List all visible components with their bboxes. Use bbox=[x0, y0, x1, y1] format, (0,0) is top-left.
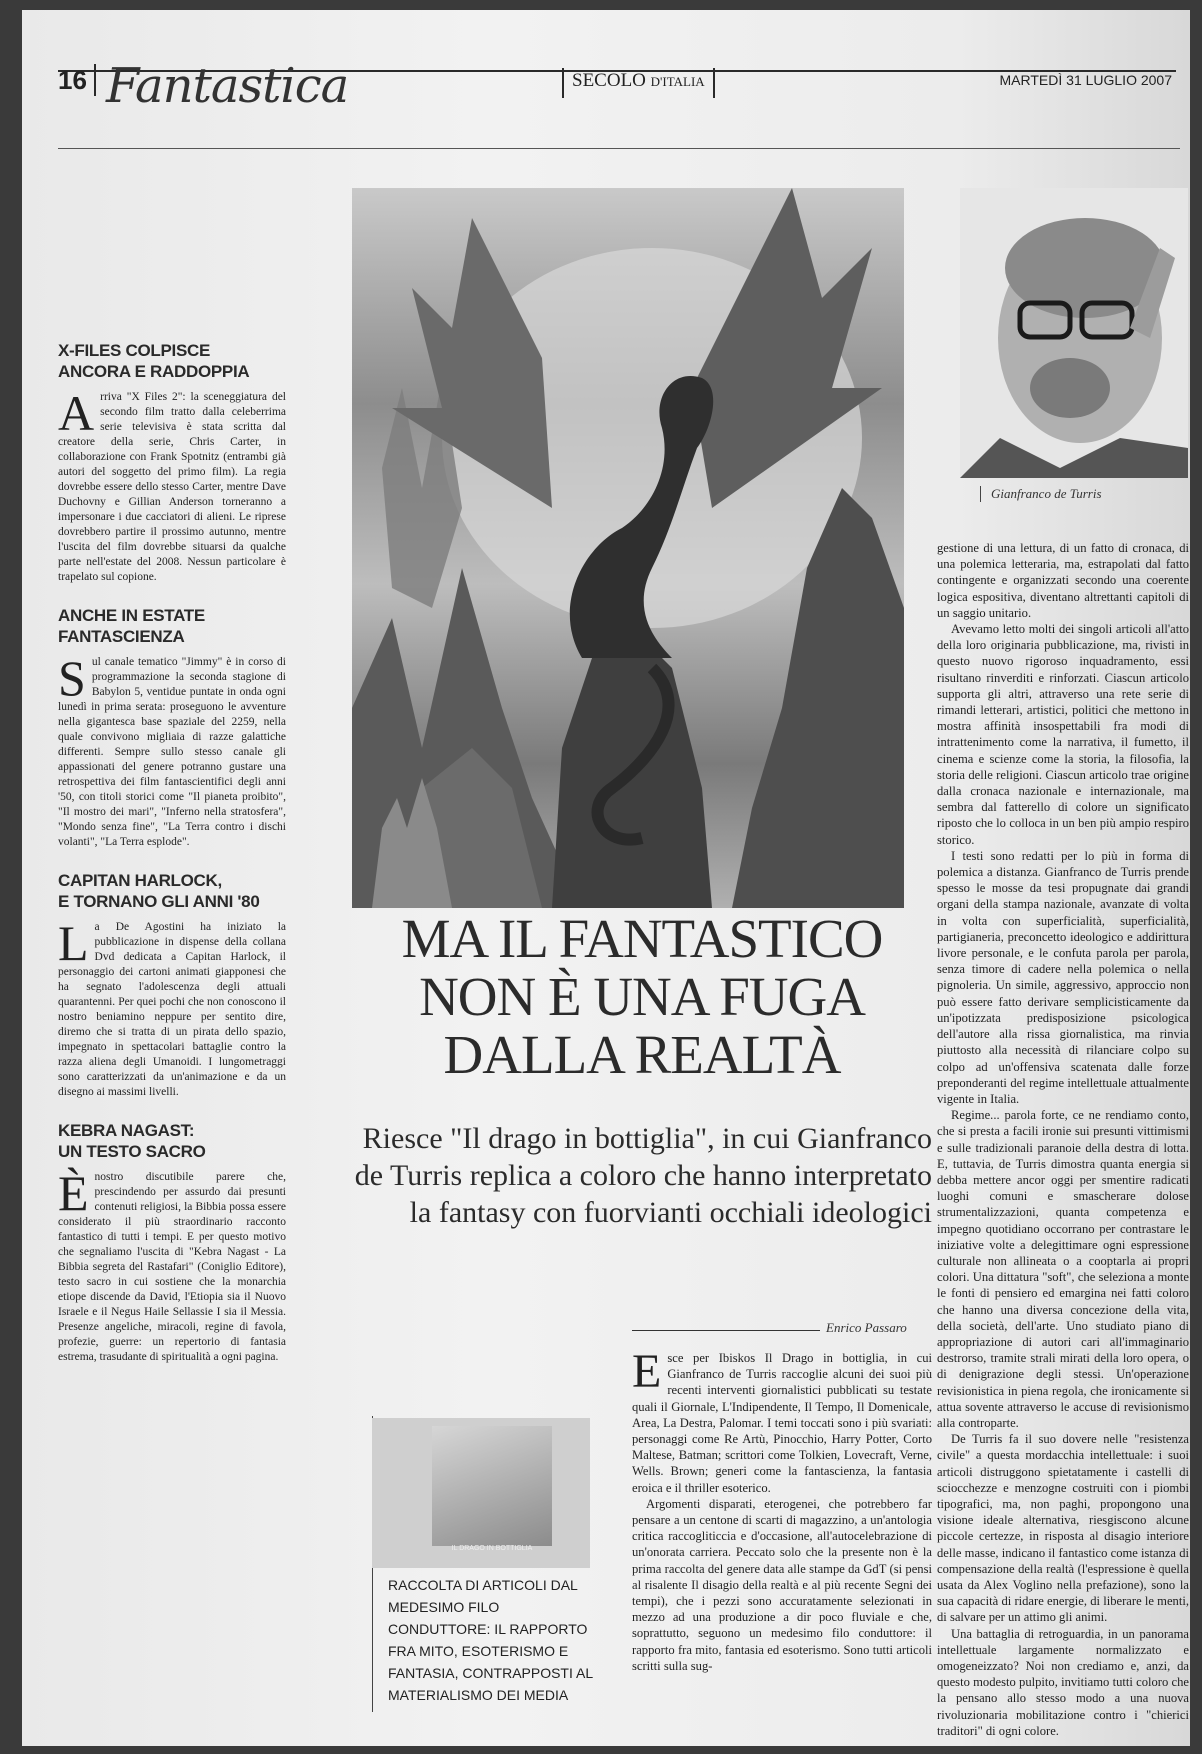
article-paragraph bbox=[632, 1345, 932, 1496]
brief-title-line: X-FILES COLPISCE bbox=[58, 341, 210, 360]
brief-title-line: UN TESTO SACRO bbox=[58, 1142, 206, 1161]
newspaper-masthead bbox=[562, 68, 715, 98]
article-paragraph: Una battaglia di retroguardia, in un panorama intellettuale largamente normalizzato e omogeneizzato? Noi non crediamo e, anzi, da questo modesto pulpito, invitiamo tutti coloro che la pensano allo stesso modo a una nuova rivoluzionaria mobilitazione contro i "chierici traditori" di ogni colore. bbox=[937, 1626, 1189, 1738]
brief-title bbox=[58, 605, 286, 647]
book-cover-box bbox=[372, 1418, 590, 1568]
section-title: Fantastica bbox=[106, 58, 349, 114]
brief-title bbox=[58, 340, 286, 382]
brief-body: nostro discutibile parere che, prescindendo per assurdo dai presunti contenuti religiosi, la Bibbia possa essere considerato il più straordinario racconto fantastico di tutti i tempi. E per questo motivo che segnaliamo l'uscita di "Kebra Nagast - La Bibbia segreta del Rastafari" (Coniglio Editore), testo sacro in cui sostiene che la monarchia etiope discende da David, l'Etiopia sia il Nuovo Israele e il Negus Haile Sellassie I sia il Messia. Presenze angeliche, miracoli, regine di favola, profezie, guerre: un repertorio di fantasia estrema, trasudante di spiritualità a ogni pagina. bbox=[58, 1171, 286, 1363]
brief-text bbox=[58, 1165, 286, 1365]
photo-caption: Gianfranco de Turris bbox=[980, 486, 1102, 502]
article-paragraph: De Turris fa il suo dovere nelle "resistenza civile" a questa mordacchia intellettuale: i suoi articoli distruggono spietatamente i castelli di sciocchezze e menzogne costruiti con i piombi tipografici, ma, non paghi, propongono una visione ideale alternativa, riesgiscono alcune piccole certezze, in risposta al disagio interiore delle masse, indicano il fantastico come istanza di compensazione della realtà (l'espressione è quella usata da Alex Voglino nella prefazione), sono la sua capacità di ridare energie, di liberare le menti, di salvare per un attimo gli animi. bbox=[937, 1432, 1189, 1625]
article-column-right bbox=[937, 540, 1189, 1739]
brief-title-line: FANTASCIENZA bbox=[58, 627, 185, 646]
author-photo bbox=[960, 188, 1188, 478]
brief-kebra-nagast bbox=[58, 1120, 286, 1365]
dragon-illustration bbox=[352, 188, 904, 908]
article-paragraph: I testi sono redatti per lo più in forma di polemica a distanza. Gianfranco de Turris prende spesso le mosse da tesi propugnate dai grandi organi della stampa nazionale, avanzate di volta in volta con superficialità, superficialità, partigianeria, preconcetto ideologico e addirittura livore personale, e le confuta parola per parola, senza timore di cadere nella polemica o nella pignoleria. Un simile, aggressivo, approccio non può essere fatto derivare semplicisticamente da un'ipotizzata predisposizione psicologica dell'autore alla rissa giornalistica, ma rinvia piuttosto alla necessità di rilanciare colpo su colpo ad un'offensiva scatenata dalle forze preponderanti del regime intellettuale attualmente vigente in Italia. bbox=[937, 848, 1189, 1106]
byline: Enrico Passaro bbox=[826, 1320, 907, 1335]
brief-title-line: ANCORA E RADDOPPIA bbox=[58, 362, 250, 381]
headline-line: MA IL FANTASTICO bbox=[401, 908, 883, 969]
headline-line: DALLA REALTÀ bbox=[443, 1024, 841, 1085]
brief-harlock bbox=[58, 870, 286, 1100]
drop-cap: È bbox=[58, 1165, 89, 1221]
book-cover-image bbox=[432, 1426, 552, 1546]
issue-date: MARTEDÌ 31 LUGLIO 2007 bbox=[999, 72, 1172, 88]
brief-text bbox=[58, 915, 286, 1100]
byline-rule bbox=[632, 1330, 820, 1331]
brief-title-line: KEBRA NAGAST: bbox=[58, 1121, 195, 1140]
news-briefs-sidebar bbox=[58, 340, 286, 1385]
brief-body: a De Agostini ha iniziato la pubblicazione in dispense della collana Dvd dedicata a Capitan Harlock, il personaggio dei cartoni animati giapponesi che ha segnato l'adolescenza degli attuali quarantenni. Per quei pochi che non conoscono il nostro beniamino neppure per sentito dire, diremo che si tratta di un pirata dello spazio, impegnato in spettacolari battaglie contro la razza aliena degli Umanoidi. I lungometraggi sono caratterizzati da un'animazione e da un disegno ai massimi livelli. bbox=[58, 921, 286, 1098]
brief-title-line: E TORNANO GLI ANNI '80 bbox=[58, 892, 260, 911]
drop-cap: A bbox=[58, 385, 95, 441]
drop-cap: L bbox=[58, 915, 89, 971]
article-paragraph: Avevamo letto molti dei singoli articoli all'atto della loro originaria pubblicazione, ma, rivisti in questo nuovo rigoroso inquadramento, essi risultano rinverditi e rinforzati. Ciascun articolo supporta gli altri, attraverso una rete serie di rimandi letterari, artistici, politici che mettono in mostra affinità insospettabili fra modi di intrattenimento come la narrativa, il fumetto, il cinema e scienze come la storia, la filosofia, la storia delle religioni. Ciascun articolo trae origine dalla cronaca nazionale e internazionale, ma sembra dal fatterello di colore un significato riposto che lo colloca in un ben più ampio respiro storico. bbox=[937, 622, 1189, 847]
masthead-small: D'ITALIA bbox=[650, 74, 705, 89]
book-cover-title: IL DRAGO IN BOTTIGLIA bbox=[451, 1545, 533, 1552]
brief-text bbox=[58, 385, 286, 585]
page-number: 16 bbox=[58, 64, 96, 96]
brief-fantascienza bbox=[58, 605, 286, 850]
header-rule-bottom bbox=[58, 148, 1180, 149]
article-paragraph-text: sce per Ibiskos Il Drago in bottiglia, in cui Gianfranco de Turris raccoglie alcuni dei suoi più recenti interventi giornalistici pubblicati su testate quali il Giornale, L'Indipendente, Il Tempo, Il Domenicale, Area, La Destra, Palomar. I temi toccati sono i più svariati: personaggi come Re Artù, Pinocchio, Harry Potter, Corto Maltese, Batman; scrittori come Tolkien, Lovecraft, Verne, Wells. Brown; generi come la fantascienza, la fantasia eroica e il thriller esoterico. bbox=[632, 1351, 932, 1495]
drop-cap: S bbox=[58, 650, 86, 706]
headline-line: NON È UNA FUGA bbox=[419, 966, 865, 1027]
brief-xfiles bbox=[58, 340, 286, 585]
subheadline: Riesce "Il drago in bottiglia", in cui Gianfranco de Turris replica a coloro che hanno interpretato la fantasy con fuorvianti occhiali ideologici bbox=[354, 1122, 932, 1229]
brief-title bbox=[58, 870, 286, 912]
portrait-image bbox=[960, 188, 1188, 478]
brief-body: ul canale tematico "Jimmy" è in corso di programmazione la seconda stagione di Babylon 5, ventidue puntate in onda ogni lunedì in prima serata: proseguono le avventure nella gigantesca base spaziale del 2259, nella quale convivono migliaia di razze galattiche differenti. Sempre sullo stesso canale gli appassionati del genere potranno gustare una retrospettiva dei film fantascientifici degli anni '50, con titoli storici come "Il pianeta proibito", "Il mostro dei mari", "Inferno nella stratosfera", "Mondo senza fine", "La Terra contro i dischi volanti", "La Terra esplode". bbox=[58, 656, 286, 848]
dragon-artwork bbox=[352, 188, 904, 908]
brief-title bbox=[58, 1120, 286, 1162]
brief-title-line: CAPITAN HARLOCK, bbox=[58, 871, 222, 890]
article-paragraph: gestione di una lettura, di un fatto di cronaca, di una polemica letteraria, ma, estrapolati dal fatto contingente e organizzati secondo una coerente logica espositiva, diventano altrettanti capitoli di un saggio unitario. bbox=[937, 541, 1189, 620]
masthead-name: SECOLO bbox=[572, 70, 646, 91]
drop-cap: E bbox=[632, 1345, 662, 1398]
article-column-center bbox=[632, 1345, 932, 1674]
brief-text bbox=[58, 650, 286, 850]
newspaper-page bbox=[22, 10, 1190, 1746]
brief-title-line: ANCHE IN ESTATE bbox=[58, 606, 205, 625]
article-paragraph: Regime... parola forte, ce ne rendiamo conto, che si presta a facili ironie sui presunti vittimismi e sulle tradizionali paranoie della destra di lotta. E, tuttavia, de Turris dimostra quanta energia si debba mettere ancor oggi per smentire radicati luoghi comuni e smascherare dolose strumentalizzazioni, quanta competenza e impegno quotidiano occorrano per contrastare le iniziative volte a delegittimare ogni espressione culturale non allineata o a cooptarla ai propri colori. Una dittatura "soft", che seleziona a monte le fonti di pensiero ed emargina nei fatti coloro che hanno una diversa concezione della vita, della società, dell'arte. Uno studiato piano di appropriazione di autori cari all'immaginario destrorso, tramite strali mirati della loro opera, o di denigrazione degli stessi. Un'operazione revisionistica in piena regola, che ironicamente si attua sovente attraverso le accuse di revisionismo alla controparte. bbox=[937, 1108, 1189, 1430]
brief-body: rriva "X Files 2": la sceneggiatura del secondo film tratto dalla celeberrima serie televisiva è stata scritta dal creatore della serie, Chris Carter, in collaborazione con Frank Spotnitz (entrambi già autori del soggetto del primo film). La regia dovrebbe essere dello stesso Carter, mentre Dave Duchovny e Gillian Anderson torneranno a impersonare i due cacciatori di alieni. Le riprese dovrebbero partire il prossimo autunno, mentre l'uscita del film dovrebbe situarsi da qualche parte nell'estate del 2008. Nessun particolare è trapelato sul copione. bbox=[58, 391, 286, 583]
article-paragraph: Argomenti disparati, eterogenei, che potrebbero far pensare a un centone di scarti di magazzino, a un'antologia critica raccogliticcia e d'occasione, all'autocelebrazione di un'onorata carriera. Peccato solo che la presente non è la prima raccolta del genere data alle stampe da GdT (si pensi al risalente Il disagio della realtà e al più recente Segni dei tempi), che i pezzi sono accuratamente selezionati in mezzo ad una produzione a dir poco fluviale e che, soprattutto, seguono un medesimo filo conduttore: il rapporto fra mito, fantasia ed esoterismo. Sono tutti articoli scritti sulla sug- bbox=[632, 1496, 932, 1673]
book-caption: RACCOLTA DI ARTICOLI DAL MEDESIMO FILO CONDUTTORE: IL RAPPORTO FRA MITO, ESOTERISMO E FANTASIA, CONTRAPPOSTI AL MATERIALISMO DEI MEDIA bbox=[388, 1577, 593, 1703]
headline bbox=[352, 910, 932, 1084]
